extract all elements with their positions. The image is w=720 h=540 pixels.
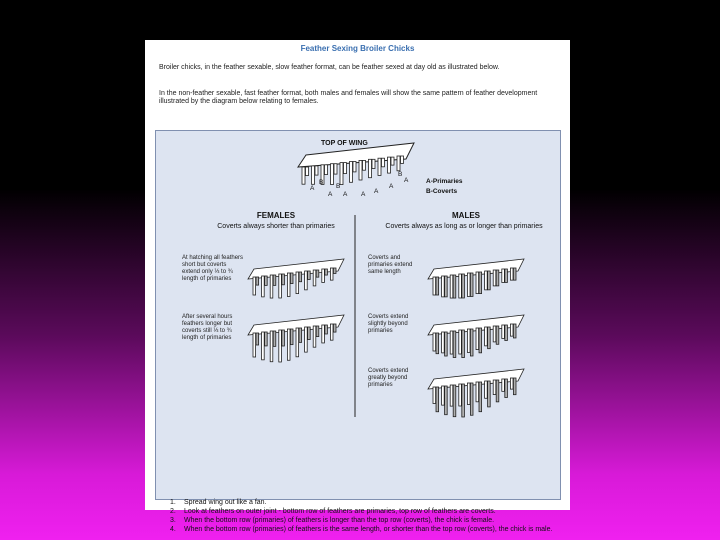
top-of-wing-label: TOP OF WING	[321, 140, 368, 147]
primary-feather	[459, 274, 462, 298]
covert-feather	[436, 333, 439, 354]
primary-feather	[313, 270, 316, 286]
covert-feather	[488, 381, 491, 407]
primary-feather	[296, 328, 299, 357]
primary-feather	[331, 164, 334, 185]
males-subtitle: Coverts always as long as or longer than primaries	[385, 223, 543, 230]
primary-feather	[270, 275, 273, 298]
covert-feather	[462, 274, 465, 298]
covert-feather	[306, 167, 309, 176]
primary-feather	[296, 272, 299, 294]
covert-feather	[479, 382, 482, 412]
covert-feather	[470, 273, 473, 296]
letter-a-7: A	[404, 177, 409, 184]
primary-feather	[442, 332, 445, 353]
primary-feather	[302, 167, 305, 184]
covert-feather	[445, 276, 448, 297]
females-subtitle: Coverts always shorter than primaries	[217, 223, 335, 230]
letter-a-6: A	[389, 183, 394, 190]
covert-feather	[308, 271, 311, 279]
covert-feather	[513, 378, 516, 395]
covert-feather	[265, 276, 268, 285]
primary-feather	[262, 332, 265, 360]
covert-feather	[391, 157, 394, 165]
covert-feather	[479, 328, 482, 353]
primary-feather	[330, 324, 333, 340]
primary-feather	[510, 378, 513, 389]
covert-feather	[496, 380, 499, 402]
covert-feather	[256, 333, 259, 345]
primary-feather	[322, 325, 325, 343]
covert-feather	[299, 272, 302, 282]
feather-diagram	[155, 130, 561, 533]
primary-feather	[485, 381, 488, 398]
primary-feather	[459, 384, 462, 406]
primary-feather	[485, 327, 488, 346]
intro-paragraph-1: Broiler chicks, in the feather sexable, slow feather format, can be feather sexed at day old as illustrated below.	[159, 64, 500, 71]
wing-male-slightly	[428, 311, 524, 363]
step-number: 3.	[170, 517, 176, 524]
primary-feather	[312, 166, 315, 184]
covert-feather	[453, 385, 456, 417]
covert-feather	[316, 326, 319, 337]
covert-feather	[353, 162, 356, 172]
male-desc-same: Coverts and primaries extend same length	[368, 255, 413, 275]
covert-feather	[282, 330, 285, 346]
letter-b-1: B	[319, 179, 324, 186]
covert-feather	[333, 324, 336, 332]
covert-feather	[488, 327, 491, 349]
letter-a-2: A	[328, 191, 333, 198]
primary-feather	[502, 379, 505, 391]
primary-feather	[476, 382, 479, 402]
primary-feather	[433, 277, 436, 295]
primary-feather	[305, 327, 308, 352]
primary-feather	[378, 158, 381, 175]
primary-feather	[442, 276, 445, 297]
primary-feather	[450, 331, 453, 354]
letter-b-3: B	[398, 171, 403, 178]
covert-feather	[453, 275, 456, 298]
instruction-step	[170, 526, 566, 534]
covert-feather	[256, 277, 259, 285]
letter-b-2: B	[336, 183, 341, 190]
primary-feather	[369, 159, 372, 177]
primary-feather	[442, 386, 445, 405]
primary-feather	[467, 273, 470, 296]
primary-feather	[350, 162, 353, 183]
primary-feather	[253, 277, 256, 295]
covert-feather	[334, 164, 337, 174]
primary-feather	[467, 329, 470, 352]
females-title: FEMALES	[256, 211, 296, 220]
covert-feather	[462, 384, 465, 417]
covert-feather	[344, 163, 347, 174]
covert-feather	[290, 329, 293, 345]
covert-feather	[333, 268, 336, 273]
covert-feather	[325, 325, 328, 334]
primary-feather	[467, 383, 470, 405]
female-desc-hatching: At hatching all feathers short but coverts extend only ⅓ to ¾ length of primaries	[182, 255, 244, 282]
covert-feather	[372, 159, 375, 168]
primary-feather	[459, 330, 462, 354]
primary-feather	[433, 333, 436, 351]
step-number: 4.	[170, 526, 176, 533]
covert-feather	[453, 331, 456, 358]
legend-primaries: A-Primaries	[426, 178, 463, 185]
step-text: When the bottom row (primaries) of feathers is longer than the top row (coverts), the chick is female.	[184, 517, 495, 524]
primary-feather	[322, 269, 325, 282]
legend-coverts: B-Coverts	[426, 188, 458, 195]
primary-feather	[493, 270, 496, 286]
covert-feather	[325, 165, 328, 175]
covert-feather	[308, 327, 311, 340]
primary-feather	[313, 326, 316, 347]
center-divider	[354, 215, 356, 417]
primary-feather	[502, 325, 505, 338]
covert-feather	[290, 273, 293, 284]
covert-feather	[401, 156, 404, 163]
primary-feather	[397, 156, 400, 171]
step-number: 1.	[170, 499, 176, 506]
covert-feather	[496, 270, 499, 286]
female-desc-hours: After several hours feathers longer but coverts still ⅓ to ¾ length of primaries	[182, 314, 233, 341]
top-wing-illustration	[294, 137, 414, 207]
document-page	[145, 40, 570, 533]
step-text: Look at feathers on outer joint - bottom row of feathers are primaries, top row of feathers are coverts.	[184, 508, 496, 515]
intro-paragraph-2: In the non-feather sexable, fast feather format, both males and females will show the same pattern of feather development illustrated by the diagram below relating to females.	[159, 90, 538, 105]
covert-feather	[363, 160, 366, 170]
wing-female-hatching	[248, 255, 344, 303]
primary-feather	[476, 328, 479, 350]
primary-feather	[502, 269, 505, 282]
males-title: MALES	[452, 211, 480, 220]
covert-feather	[479, 272, 482, 294]
covert-feather	[505, 269, 508, 282]
covert-feather	[316, 270, 319, 277]
primary-feather	[279, 274, 282, 298]
covert-feather	[445, 386, 448, 415]
primary-feather	[330, 268, 333, 280]
covert-feather	[436, 387, 439, 412]
step-text: Spread wing out like a fan.	[184, 499, 267, 506]
instruction-step	[170, 517, 566, 525]
primary-feather	[493, 380, 496, 395]
covert-feather	[513, 324, 516, 338]
primary-feather	[253, 333, 256, 357]
primary-feather	[359, 160, 362, 180]
covert-feather	[445, 332, 448, 356]
covert-feather	[282, 274, 285, 285]
male-desc-greatly: Coverts extend greatly beyond primaries	[368, 368, 409, 388]
primary-feather	[279, 330, 282, 362]
primary-feather	[287, 273, 290, 296]
primary-feather	[262, 276, 265, 297]
covert-feather	[462, 330, 465, 358]
wing-male-same	[428, 255, 524, 303]
primary-feather	[485, 271, 488, 290]
instruction-step	[170, 508, 566, 516]
covert-feather	[513, 268, 516, 280]
covert-feather	[436, 277, 439, 295]
step-text: When the bottom row (primaries) of feathers is the same length, or shorter than the top row (coverts), the chick is male.	[184, 526, 553, 533]
covert-feather	[315, 166, 318, 175]
covert-feather	[382, 158, 385, 167]
covert-feather	[488, 271, 491, 290]
male-desc-slightly: Coverts extend slightly beyond primaries	[368, 314, 409, 334]
primary-feather	[287, 329, 290, 360]
covert-feather	[265, 332, 268, 346]
step-number: 2.	[170, 508, 176, 515]
covert-feather	[299, 328, 302, 342]
covert-feather	[470, 329, 473, 356]
primary-feather	[433, 387, 436, 404]
primary-feather	[388, 157, 391, 173]
covert-feather	[273, 275, 276, 285]
covert-feather	[505, 379, 508, 398]
primary-feather	[340, 163, 343, 185]
letter-a-1: A	[310, 185, 315, 192]
primary-feather	[476, 272, 479, 294]
letter-a-3: A	[343, 191, 348, 198]
instruction-step	[170, 499, 566, 507]
primary-feather	[510, 268, 513, 280]
covert-feather	[325, 269, 328, 275]
letter-a-4: A	[361, 191, 366, 198]
primary-feather	[493, 326, 496, 342]
covert-feather	[496, 326, 499, 344]
covert-feather	[273, 331, 276, 346]
primary-feather	[450, 275, 453, 298]
wing-female-hours	[248, 311, 344, 369]
document-title: Feather Sexing Broiler Chicks	[300, 44, 415, 53]
letter-a-5: A	[374, 188, 379, 195]
primary-feather	[305, 271, 308, 290]
covert-feather	[505, 325, 508, 340]
covert-feather	[470, 383, 473, 415]
primary-feather	[450, 385, 453, 406]
instruction-list	[170, 499, 566, 535]
primary-feather	[510, 324, 513, 336]
primary-feather	[270, 331, 273, 362]
wing-male-greatly	[428, 365, 524, 423]
